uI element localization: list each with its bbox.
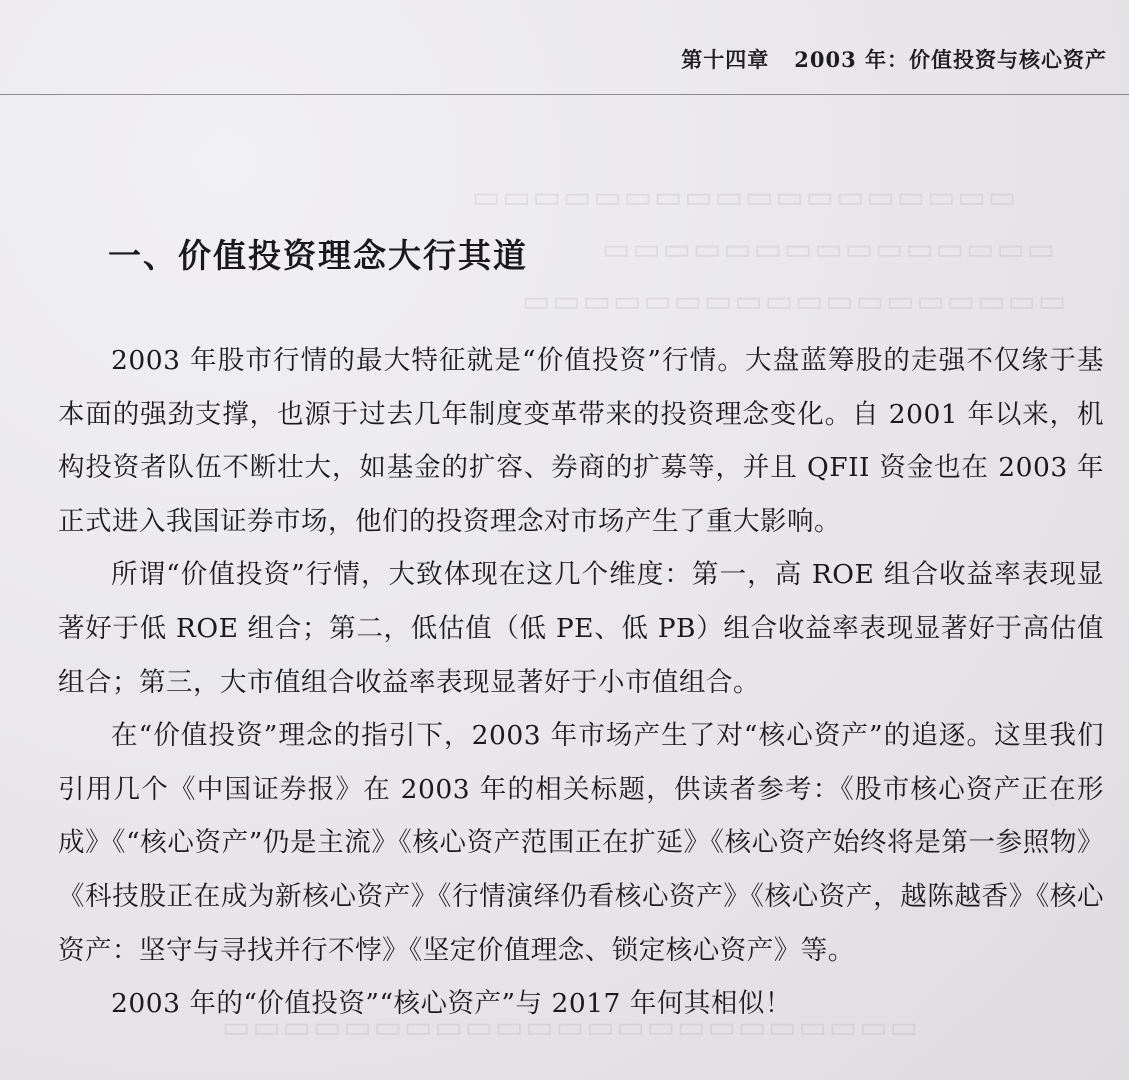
header-divider	[0, 94, 1129, 95]
running-header	[681, 44, 1107, 74]
paragraph: 所谓“价值投资”行情，大致体现在这几个维度：第一，高 ROE 组合收益率表现显著好于低 ROE 组合；第二，低估值（低 PE、低 PB）组合收益率表现显著好于高估值组合；第三，大市值组合收益率表现显著好于小市值组合。	[58, 559, 1104, 698]
bleed-through-texture: ▭▭▭▭▭▭▭▭▭▭▭▭▭▭▭▭▭▭	[520, 284, 1067, 319]
section-heading: 一、价值投资理念大行其道	[108, 236, 528, 275]
paragraph: 在“价值投资”理念的指引下，2003 年市场产生了对“核心资产”的追逐。这里我们引用几个《中国证券报》在 2003 年的相关标题，供读者参考：《股市核心资产正在形成》《“核心资产”仍是主流》《核心资产范围正在扩延》《核心资产始终将是第一参照物》《科技股正在成为新核心资产》《行情演绎仍看核心资产》《核心资产，越陈越香》《核心资产：坚守与寻找并行不悖》《坚定价值理念、锁定核心资产》等。	[58, 720, 1104, 966]
body-text	[58, 334, 1104, 1031]
paragraph: 2003 年股市行情的最大特征就是“价值投资”行情。大盘蓝筹股的走强不仅缘于基本面的强劲支撑，也源于过去几年制度变革带来的投资理念变化。自 2001 年以来，机构投资者队伍不断壮大，如基金的扩容、券商的扩募等，并且 QFII 资金也在 2003 年正式进入我国证券市场，他们的投资理念对市场产生了重大影响。	[58, 345, 1104, 537]
bleed-through-texture: ▭▭▭▭▭▭▭▭▭▭▭▭▭▭▭▭▭▭	[470, 180, 1017, 215]
bleed-through-texture: ▭▭▭▭▭▭▭▭▭▭▭▭▭▭▭	[600, 232, 1056, 267]
paragraph: 2003 年的“价值投资”“核心资产”与 2017 年何其相似！	[111, 988, 792, 1020]
chapter-label: 第十四章	[681, 47, 770, 72]
chapter-title: 2003 年：价值投资与核心资产	[794, 47, 1107, 72]
bleed-through-texture: ▭▭▭▭▭▭▭▭▭▭▭▭▭▭▭▭▭▭▭▭▭▭▭	[220, 1010, 918, 1045]
